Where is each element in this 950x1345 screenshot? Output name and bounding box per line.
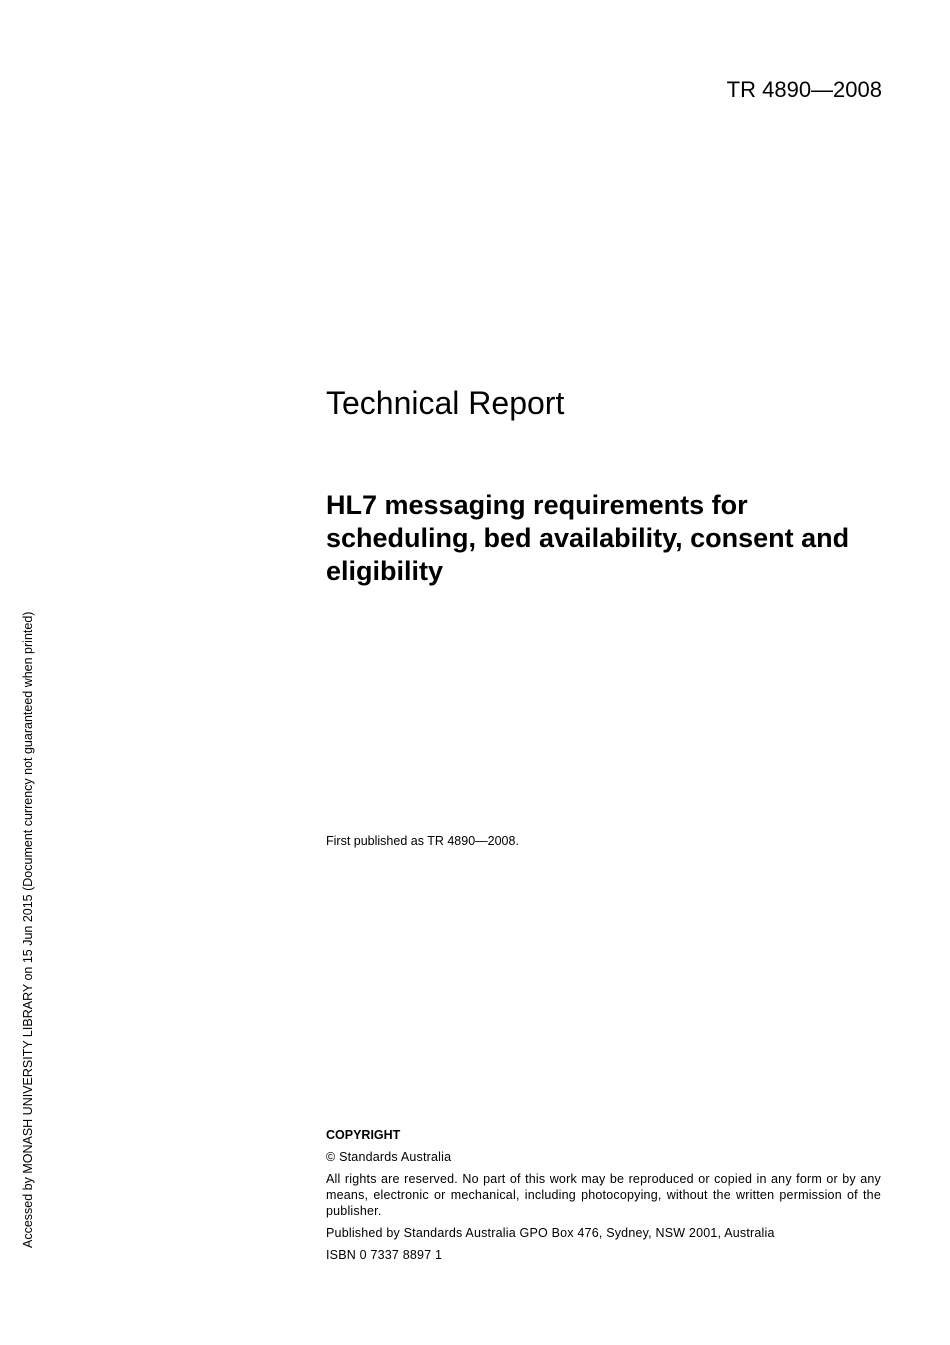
copyright-owner: © Standards Australia [326,1150,452,1164]
access-watermark: Accessed by MONASH UNIVERSITY LIBRARY on 15 Jun 2015 (Document currency not guaranteed when printed) [21,611,35,1248]
isbn: ISBN 0 7337 8897 1 [326,1248,443,1262]
copyright-rights: All rights are reserved. No part of this work may be reproduced or copied in any form or by any means, electronic or mechanical, including photocopying, without the written permission of the publisher. [326,1172,881,1218]
document-id: TR 4890—2008 [726,77,882,102]
copyright-block [326,1127,881,1269]
report-title: HL7 messaging requirements for scheduling, bed availability, consent and eligibility [326,490,850,586]
report-type: Technical Report [326,385,565,421]
copyright-heading: COPYRIGHT [326,1128,401,1142]
publisher-address: Published by Standards Australia GPO Box 476, Sydney, NSW 2001, Australia [326,1226,775,1240]
first-published-note: First published as TR 4890—2008. [326,834,519,848]
